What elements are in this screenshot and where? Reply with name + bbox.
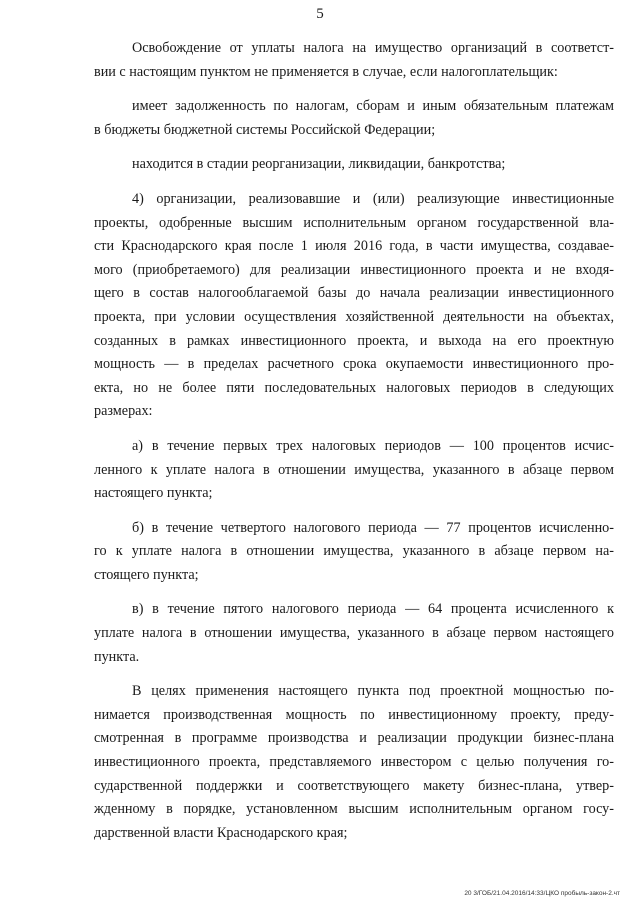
text-line: смотренная в программе производства и реализации продукции бизнес-плана [94, 730, 614, 747]
text-line: проекта, при условии осуществления хозяйственной деятельности на объектах, [94, 308, 614, 325]
footer-file-note: 20 3/ГОБ/21.04.2016/14:33/ЦКО пробыль-закон-2.чт [464, 890, 620, 897]
text-line: пункта. [94, 648, 140, 665]
text-line: находится в стадии реорганизации, ликвидации, банкротства; [132, 156, 506, 173]
text-line: сударственной поддержки и соответствующего макету бизнес-плана, утвер- [94, 777, 614, 794]
text-line: в) в течение пятого налогового периода — 64 процента исчисленного к [132, 601, 614, 618]
paragraph [94, 37, 614, 84]
text-line: ленного к уплате налога в отношении имущества, указанного в абзаце первом [94, 461, 614, 478]
text-line: инвестиционного проекта, представляемого инвестором с целью получения го- [94, 754, 614, 771]
text-line: Освобождение от уплаты налога на имущество организаций в соответст- [132, 40, 614, 56]
text-line: дарственной власти Краснодарского края; [94, 824, 348, 841]
text-line: а) в течение первых трех налоговых периодов — 100 процентов исчис- [132, 437, 614, 454]
paragraph [94, 153, 614, 177]
text-line: щего в состав налогооблагаемой базы до начала реализации инвестиционного [94, 285, 614, 302]
text-line: настоящего пункта; [94, 485, 213, 502]
paragraph [94, 598, 614, 669]
paragraph [94, 188, 614, 424]
text-line: В целях применения настоящего пункта под проектной мощностью по- [132, 683, 614, 700]
text-line: екта, но не более пяти последовательных налоговых периодов в следующих [94, 379, 614, 396]
paragraph [94, 435, 614, 506]
text-line: вии с настоящим пунктом не применяется в случае, если налогоплательщик: [94, 63, 558, 80]
paragraph [94, 517, 614, 588]
text-line: мого (приобретаемого) для реализации инвестиционного проекта и не входя- [94, 261, 614, 278]
text-line: имеет задолженность по налогам, сборам и иным обязательным платежам [132, 98, 614, 115]
text-line: созданных в рамках инвестиционного проекта, и выхода на его проектную [94, 332, 614, 349]
text-line: уплате налога в отношении имущества, указанного в абзаце первом настоящего [94, 625, 614, 642]
text-line: размерах: [94, 403, 153, 420]
text-line: жденному в порядке, установленном высшим исполнительным органом госу- [94, 801, 614, 818]
paragraph [94, 95, 614, 142]
page-number: 5 [316, 6, 324, 22]
text-line: сти Краснодарского края после 1 июля 2016 года, в части имущества, создавае- [94, 238, 614, 255]
text-line: 4) организации, реализовавшие и (или) реализующие инвестиционные [132, 190, 614, 207]
text-line: проекты, одобренные высшим исполнительным органом государственной вла- [94, 214, 614, 231]
document-body [94, 37, 614, 845]
text-line: мощность — в пределах расчетного срока окупаемости инвестиционного про- [94, 356, 614, 373]
text-line: б) в течение четвертого налогового периода — 77 процентов исчисленно- [132, 519, 614, 536]
text-line: в бюджеты бюджетной системы Российской Федерации; [94, 121, 436, 138]
paragraph [94, 680, 614, 845]
text-line: нимается производственная мощность по инвестиционному проекту, преду- [94, 706, 614, 723]
text-line: го к уплате налога в отношении имущества, указанного в абзаце первом на- [94, 543, 614, 560]
text-line: стоящего пункта; [94, 566, 199, 583]
